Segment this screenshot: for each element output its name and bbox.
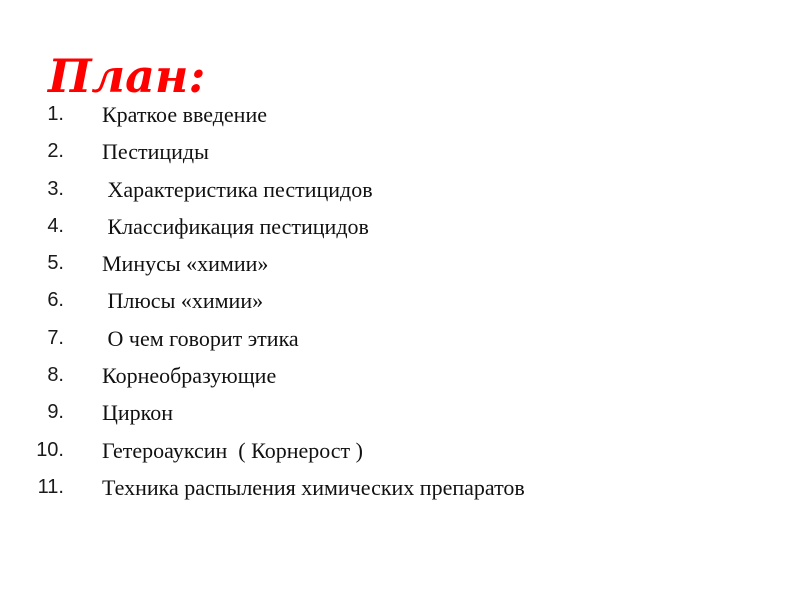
list-item-number: 11.: [37, 475, 64, 498]
list-item-text: Гетероауксин ( Корнерост ): [102, 437, 363, 463]
list-item-text: О чем говорит этика: [102, 325, 299, 351]
list-item: [0, 432, 800, 469]
list-item-text: Циркон: [102, 400, 174, 426]
list-item: [0, 320, 800, 357]
list-item-text: Техника распыления химических препаратов: [102, 474, 525, 500]
list-item-text: Классификация пестицидов: [102, 213, 369, 239]
list-item-number: 8.: [47, 364, 64, 387]
plan-list: [0, 96, 800, 506]
list-item-number: 5.: [47, 252, 64, 275]
list-item-text: Пестициды: [102, 139, 209, 165]
list-item: [0, 394, 800, 431]
list-item-number: 7.: [47, 326, 64, 349]
list-item-text: Корнеобразующие: [102, 363, 277, 389]
list-item: [0, 357, 800, 394]
list-item-number: 6.: [47, 289, 64, 312]
slide-title: План:: [48, 49, 206, 103]
list-item: [0, 96, 800, 133]
list-item-number: 1.: [47, 103, 64, 125]
list-item: [0, 208, 800, 245]
list-item-number: 3.: [47, 177, 64, 200]
list-item: [0, 245, 800, 282]
list-item-text: Краткое введение: [102, 102, 267, 127]
list-item-number: 4.: [47, 214, 64, 237]
list-item-text: Характеристика пестицидов: [102, 176, 373, 202]
list-item: [0, 469, 800, 506]
list-item-number: 9.: [47, 401, 64, 424]
list-item: [0, 171, 800, 208]
list-item: [0, 133, 800, 170]
list-item: [0, 282, 800, 319]
list-item-number: 10.: [36, 438, 64, 461]
list-item-number: 2.: [47, 140, 64, 163]
list-item-text: Минусы «химии»: [102, 251, 269, 277]
list-item-text: Плюсы «химии»: [102, 288, 264, 314]
